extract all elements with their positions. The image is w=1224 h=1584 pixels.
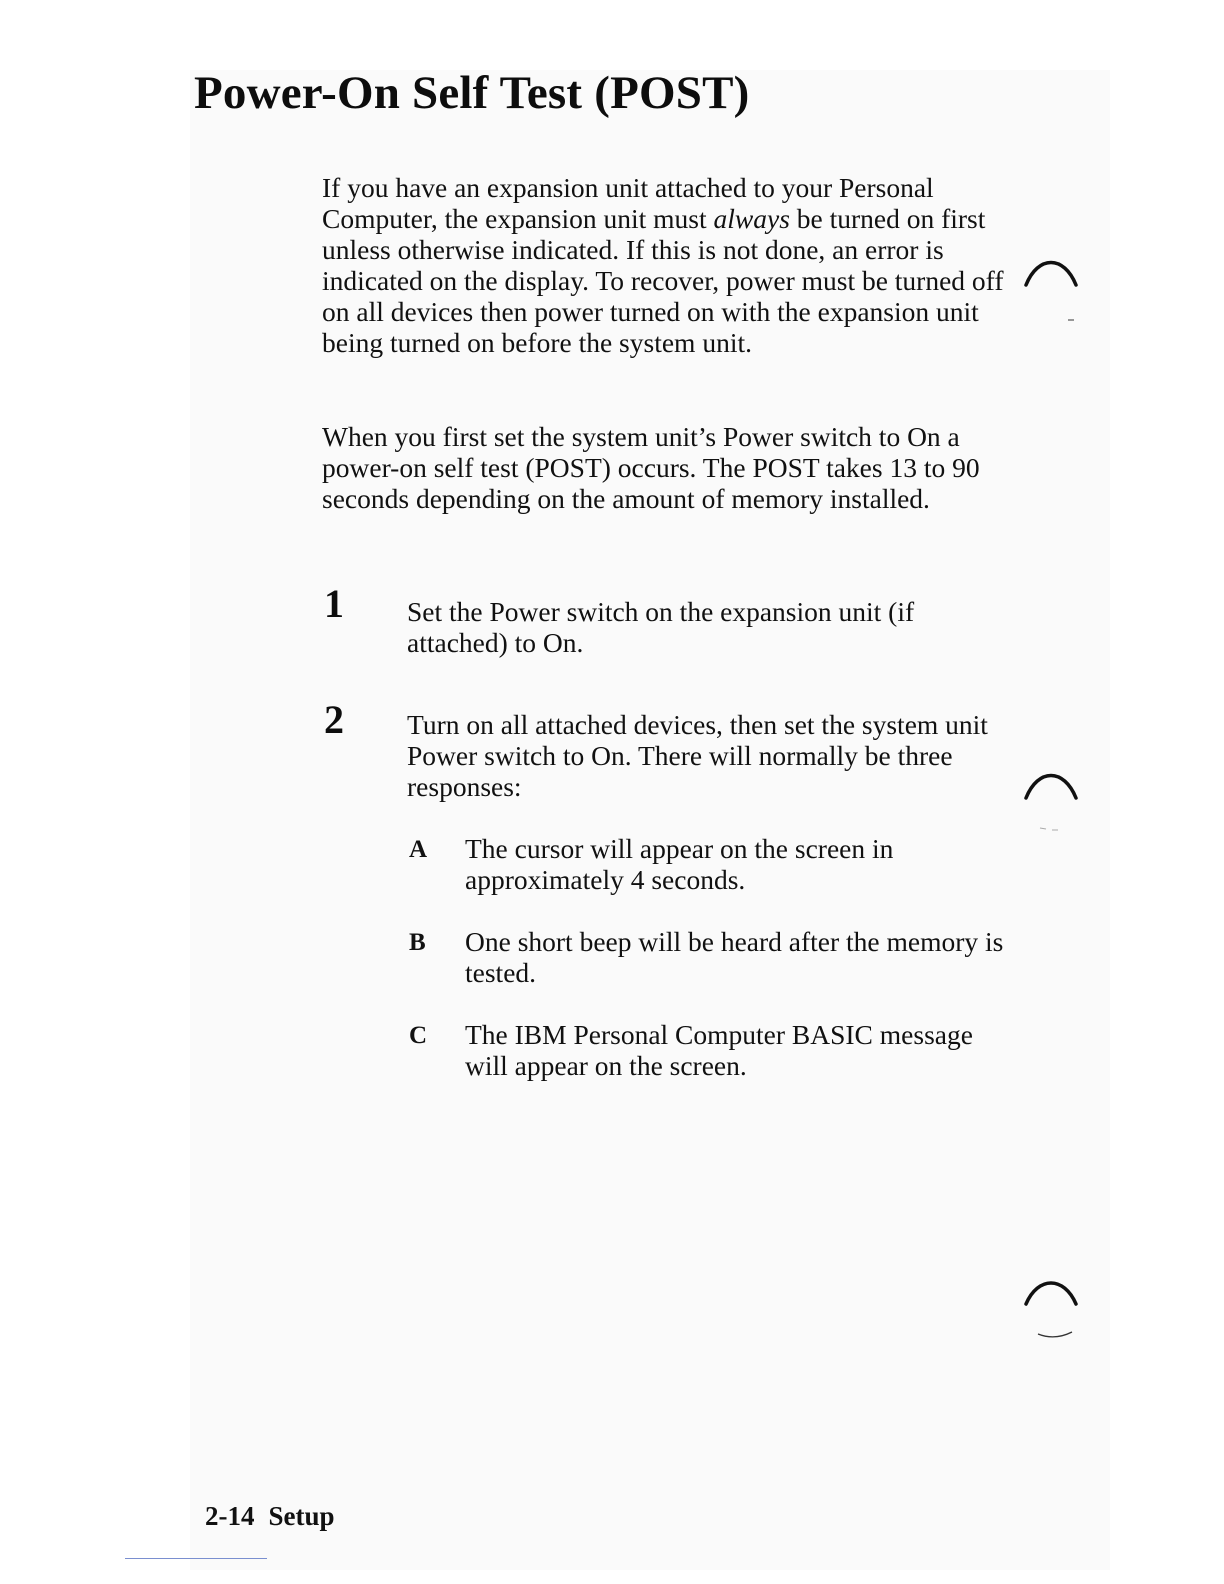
binder-hole-icon <box>1018 1276 1084 1346</box>
page-title: Power-On Self Test (POST) <box>194 67 750 119</box>
substep-a-letter: A <box>409 836 428 863</box>
step-1-number: 1 <box>324 581 344 626</box>
footer-section: Setup <box>268 1501 335 1531</box>
substep-b-letter: B <box>409 929 426 956</box>
step-2-text: Turn on all attached devices, then set the system unit Power switch to On. There will normally be three responses: <box>407 709 988 802</box>
binder-hole-icon <box>1018 255 1084 325</box>
step-2-number: 2 <box>324 697 344 742</box>
intro-paragraph-continuation: be turned on first unless otherwise indicated. If this is not done, an error is indicated on the display. To recover, power must be turned off on all devices then power turned on with the expansion unit being turned on before the system unit. <box>322 203 1004 358</box>
intro-paragraph <box>322 172 1012 358</box>
substep-c-letter: C <box>409 1022 428 1049</box>
substep-a-text: The cursor will appear on the screen in approximately 4 seconds. <box>465 833 894 895</box>
page-footer <box>205 1501 335 1532</box>
step-1-text: Set the Power switch on the expansion unit (if attached) to On. <box>407 596 915 658</box>
post-description-paragraph: When you first set the system unit’s Power switch to On a power-on self test (POST) occurs. The POST takes 13 to 90 seconds depending on the amount of memory installed. <box>322 421 980 514</box>
footer-page-number: 2-14 <box>205 1501 255 1531</box>
intro-paragraph-text: If you have an expansion unit attached to your Personal Computer, the expansion unit must <box>322 172 934 234</box>
substep-b-text: One short beep will be heard after the memory is tested. <box>465 926 1004 988</box>
emphasis-always: always <box>713 203 790 234</box>
binder-hole-icon <box>1018 768 1084 838</box>
footer-rule <box>125 1558 267 1559</box>
substep-c-text: The IBM Personal Computer BASIC message will appear on the screen. <box>465 1019 973 1081</box>
